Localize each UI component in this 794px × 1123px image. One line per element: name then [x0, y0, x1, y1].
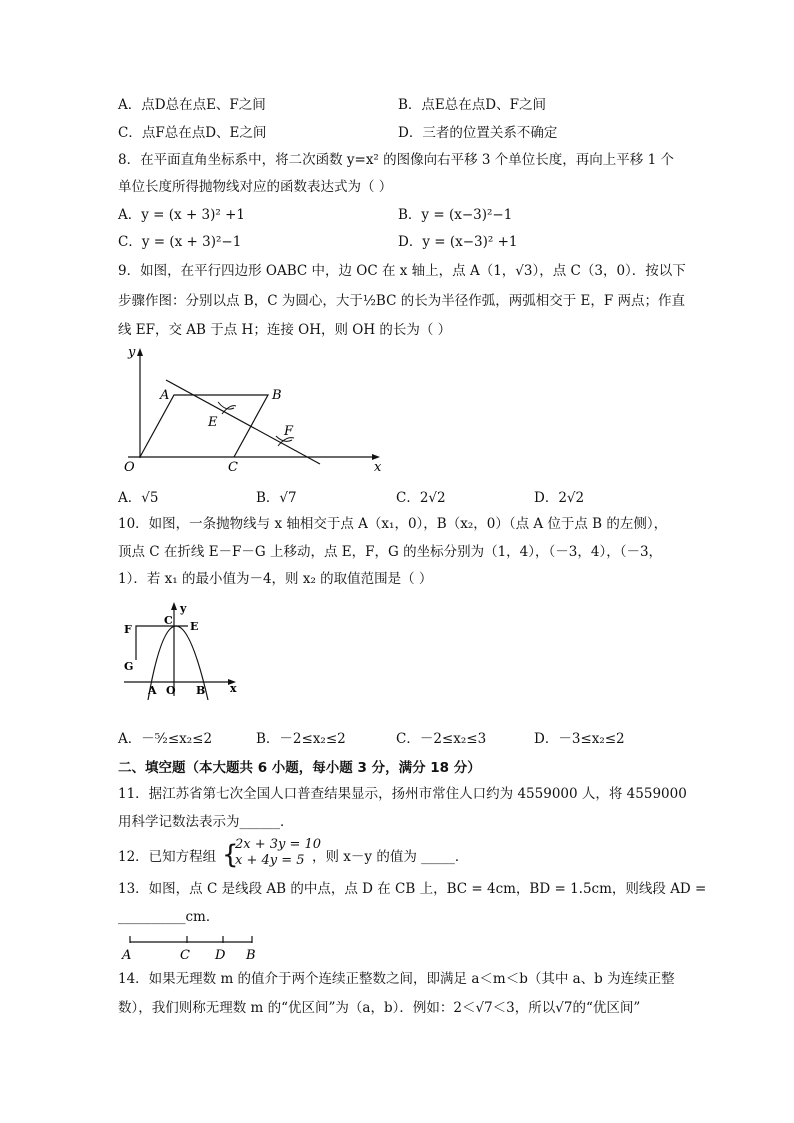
q10-label-c: C	[164, 614, 173, 627]
q9-stem-line3: 线 EF，交 AB 于点 H；连接 OH，则 OH 的长为（ ）	[118, 322, 452, 338]
q9-label-x: x	[374, 460, 382, 475]
q13-segment-figure	[118, 928, 268, 964]
q8-option-b: B．y = (x−3)²−1	[398, 207, 513, 223]
q10-label-b: B	[196, 684, 206, 697]
q11-stem-line2: 用科学记数法表示为______．	[118, 814, 294, 830]
q10-option-b: B．－2≤x₂≤2	[256, 731, 346, 747]
q9-label-c: C	[228, 460, 238, 475]
q10-option-d: D．－3≤x₂≤2	[534, 731, 625, 747]
q10-label-o: O	[166, 684, 176, 697]
q12-equation-2: x + 4y = 5	[235, 853, 305, 868]
q10-option-c: C．－2≤x₂≤3	[396, 731, 487, 747]
q10-label-e: E	[190, 620, 199, 633]
q9-option-a: A．√5	[118, 490, 159, 506]
q10-parabola-figure	[118, 596, 248, 700]
q9-stem-line2: 步骤作图：分别以点 B，C 为圆心，大于½BC 的长为半径作弧，两弧相交于 E，F 两点；作直	[118, 293, 686, 309]
q12-brace: {	[222, 840, 239, 870]
q8-option-a: A．y = (x + 3)² +1	[118, 207, 246, 223]
q9-option-b: B．√7	[256, 490, 297, 506]
q9-label-y: y	[128, 345, 136, 360]
q10-label-y: y	[180, 602, 187, 615]
q10-stem-line2: 顶点 C 在折线 E－F－G 上移动，点 E，F，G 的坐标分别为（1，4），（－3，4），（－3，	[118, 544, 663, 560]
q10-stem-line1: 10．如图，一条抛物线与 x 轴相交于点 A（x₁，0），B（x₂，0）（点 A 位于点 B 的左侧），	[118, 516, 668, 532]
q7-option-b: B．点E总在点D、F之间	[398, 97, 546, 113]
q7-option-c: C．点F总在点D、E之间	[118, 125, 267, 141]
q9-label-f: F	[284, 424, 294, 439]
q7-option-d: D．三者的位置关系不确定	[398, 125, 558, 141]
q9-option-c: C．2√2	[396, 490, 446, 506]
q13-stem-line1: 13．如图，点 C 是线段 AB 的中点，点 D 在 CB 上，BC = 4cm，BD = 1.5cm，则线段 AD =	[118, 881, 707, 897]
q14-stem-line2: 数），我们则称无理数 m 的“优区间”为（a，b）．例如：2＜√7＜3，所以√7的“优区间”	[118, 1000, 641, 1016]
section-2-heading: 二、填空题（本大题共 6 小题，每小题 3 分，满分 18 分）	[118, 760, 481, 776]
q8-stem-line2: 单位长度所得抛物线对应的函数表达式为（ ）	[118, 179, 393, 195]
q9-parallelogram-figure	[118, 340, 388, 475]
q13-label-a: A	[122, 948, 132, 963]
q10-label-f: F	[124, 623, 132, 636]
q12-equation-1: 2x + 3y = 10	[235, 837, 322, 852]
q10-stem-line3: 1）．若 x₁ 的最小值为－4，则 x₂ 的取值范围是（ ）	[118, 571, 433, 587]
q9-label-a: A	[160, 388, 170, 403]
q13-label-c: C	[180, 948, 190, 963]
q13-stem-line2: __________cm．	[118, 909, 220, 925]
q10-label-a: A	[148, 684, 157, 697]
q8-option-c: C．y = (x + 3)²−1	[118, 234, 242, 250]
q9-label-e: E	[208, 415, 218, 430]
q10-label-x: x	[230, 682, 237, 695]
q13-label-d: D	[215, 948, 226, 963]
q10-option-a: A．－⁵⁄₂≤x₂≤2	[118, 731, 213, 747]
q10-label-g: G	[124, 660, 134, 673]
q7-option-a: A．点D总在点E、F之间	[118, 97, 266, 113]
q9-option-d: D．2√2	[534, 490, 585, 506]
q12-prefix: 12．已知方程组	[118, 849, 217, 865]
q9-label-o: O	[124, 460, 135, 475]
q13-label-b: B	[246, 948, 256, 963]
q8-stem-line1: 8．在平面直角坐标系中，将二次函数 y=x² 的图像向右平移 3 个单位长度，再向上平移 1 个	[118, 152, 674, 168]
q14-stem-line1: 14．如果无理数 m 的值介于两个连续正整数之间，即满足 a＜m＜b（其中 a、b 为连续正整	[118, 971, 675, 987]
q9-stem-line1: 9．如图，在平行四边形 OABC 中，边 OC 在 x 轴上，点 A（1，√3），点 C（3，0）．按以下	[118, 263, 686, 279]
q12-suffix: ，则 x－y 的值为 _____．	[312, 849, 469, 865]
q9-label-b: B	[272, 388, 282, 403]
q11-stem-line1: 11．据江苏省第七次全国人口普查结果显示，扬州市常住人口约为 4559000 人，将 4559000	[118, 786, 687, 802]
q8-option-d: D．y = (x−3)² +1	[398, 234, 518, 250]
